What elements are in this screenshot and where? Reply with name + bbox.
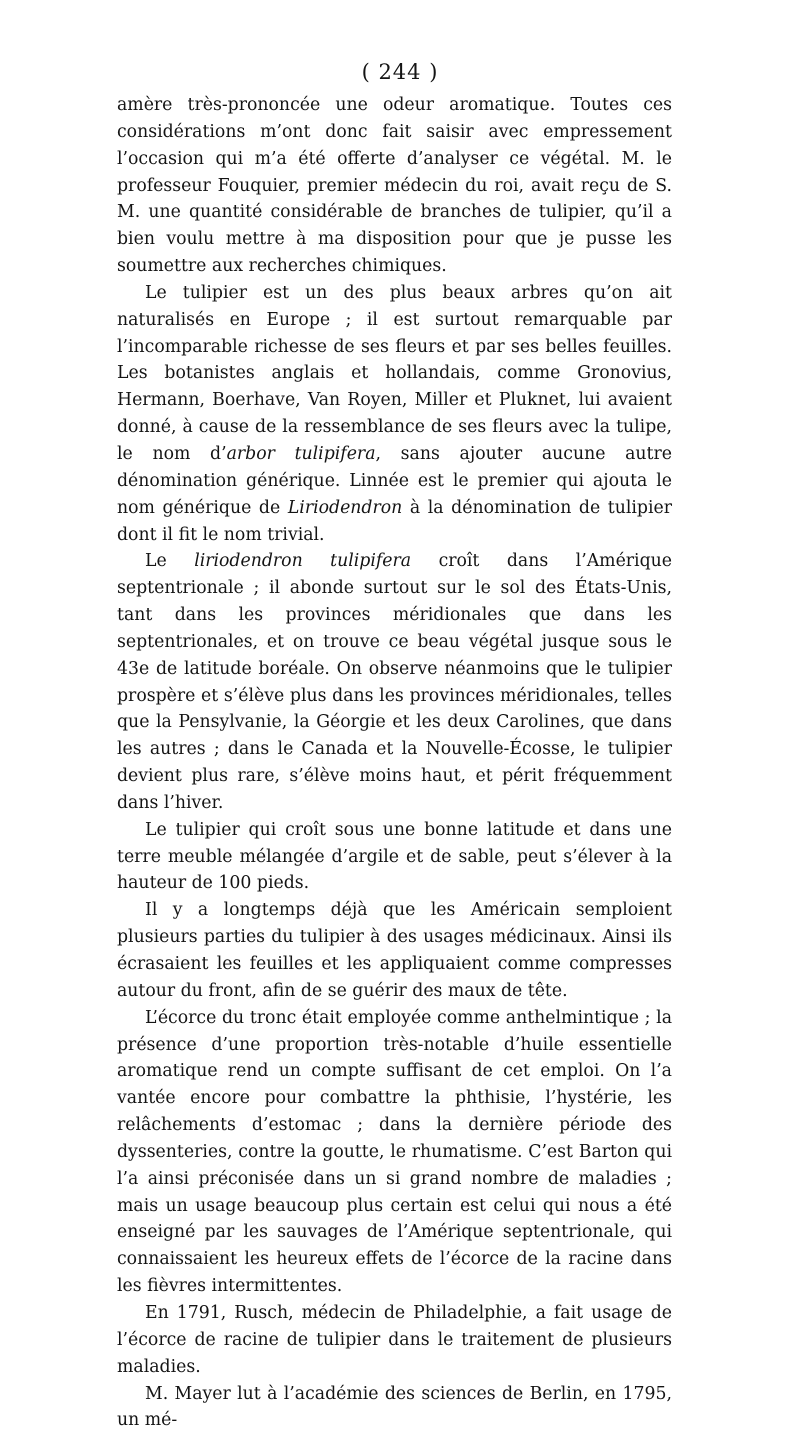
text-segment: Le — [145, 551, 194, 571]
text-segment: L’écorce du tronc était employée comme anthelmintique ; la présence d’une proportion très-notable d’huile essentielle aromatique rend un compte suffisant de cet emploi. On l’a vantée encore pour combattre la phthisie, l’hystérie, les relâchements d’estomac ; dans la dernière période des dyssenteries, contre la goutte, le rhumatisme. C’est Barton qui l’a ainsi préconisée dans un si grand nombre de maladies ; mais un usage beaucoup plus certain est celui qui nous a été enseigné par les sauvages de l’Amérique septentrionale, qui connaissaient les heureux effets de l’écorce de la racine dans les fièvres intermittentes. — [117, 1008, 672, 1296]
italic-term: Liriodendron — [288, 498, 402, 518]
paragraph-p7 — [117, 1300, 672, 1381]
paragraph-p5 — [117, 897, 672, 1004]
text-segment: Il y a longtemps déjà que les Américain semploient plusieurs parties du tulipier à des usages médicinaux. Ainsi ils écrasaient les feuilles et les appliquaient comme compresses autour du front, afin de se guérir des maux de tête. — [117, 900, 672, 1001]
text-segment: Le tulipier est un des plus beaux arbres qu’on ait naturalisés en Europe ; il est surtout remarquable par l’incomparable richesse de ses fleurs et par ses belles feuilles. Les botanistes anglais et hollandais, comme Gronovius, Hermann, Boerhave, Van Royen, Miller et Pluknet, lui avaient donné, à cause de la ressemblance de ses fleurs avec la tulipe, le nom d’ — [117, 283, 672, 464]
text-segment: , sans ajouter aucune autre dénomination générique. Linnée est le premier qui ajouta le nom générique de — [117, 444, 672, 518]
text-segment: Le tulipier qui croît sous une bonne latitude et dans une terre meuble mélangée d’argile et de sable, peut s’élever à la hauteur de 100 pieds. — [117, 820, 672, 894]
text-segment: amère très-prononcée une odeur aromatique. Toutes ces considérations m’ont donc fait saisir avec empressement l’occasion qui m’a été offerte d’analyser ce végétal. M. le professeur Fouquier, premier médecin du roi, avait reçu de S. M. une quantité considérable de branches de tulipier, qu’il a bien voulu mettre à ma disposition pour que je pusse les soumettre aux recherches chimiques. — [117, 95, 672, 276]
paragraph-p6 — [117, 1005, 672, 1300]
paragraph-p3 — [117, 548, 672, 816]
body-text — [117, 92, 672, 1434]
text-segment: En 1791, Rusch, médecin de Philadelphie, a fait usage de l’écorce de racine de tulipier dans le traitement de plusieurs maladies. — [117, 1303, 672, 1377]
text-segment: croît dans l’Amérique septentrionale ; il abonde surtout sur le sol des États-Unis, tant dans les provinces méridionales que dans les septentrionales, et on trouve ce beau végétal jusque sous le 43e de latitude boréale. On observe néanmoins que le tulipier prospère et s’élève plus dans les provinces méridionales, telles que la Pensylvanie, la Géorgie et les deux Carolines, que dans les autres ; dans le Canada et la Nouvelle-Écosse, le tulipier devient plus rare, s’élève moins haut, et périt fréquemment dans l’hiver. — [117, 551, 672, 813]
paragraph-p8 — [117, 1381, 672, 1434]
italic-term: arbor tulipifera — [227, 444, 376, 464]
page-number: ( 244 ) — [0, 60, 800, 84]
text-segment: à la dénomination de tulipier dont il fit le nom trivial. — [117, 498, 672, 545]
italic-term: liriodendron tulipifera — [194, 551, 411, 571]
paragraph-p4 — [117, 817, 672, 898]
text-segment: M. Mayer lut à l’académie des sciences de Berlin, en 1795, un mé- — [117, 1384, 672, 1431]
paragraph-p1 — [117, 92, 672, 280]
paragraph-p2 — [117, 280, 672, 548]
